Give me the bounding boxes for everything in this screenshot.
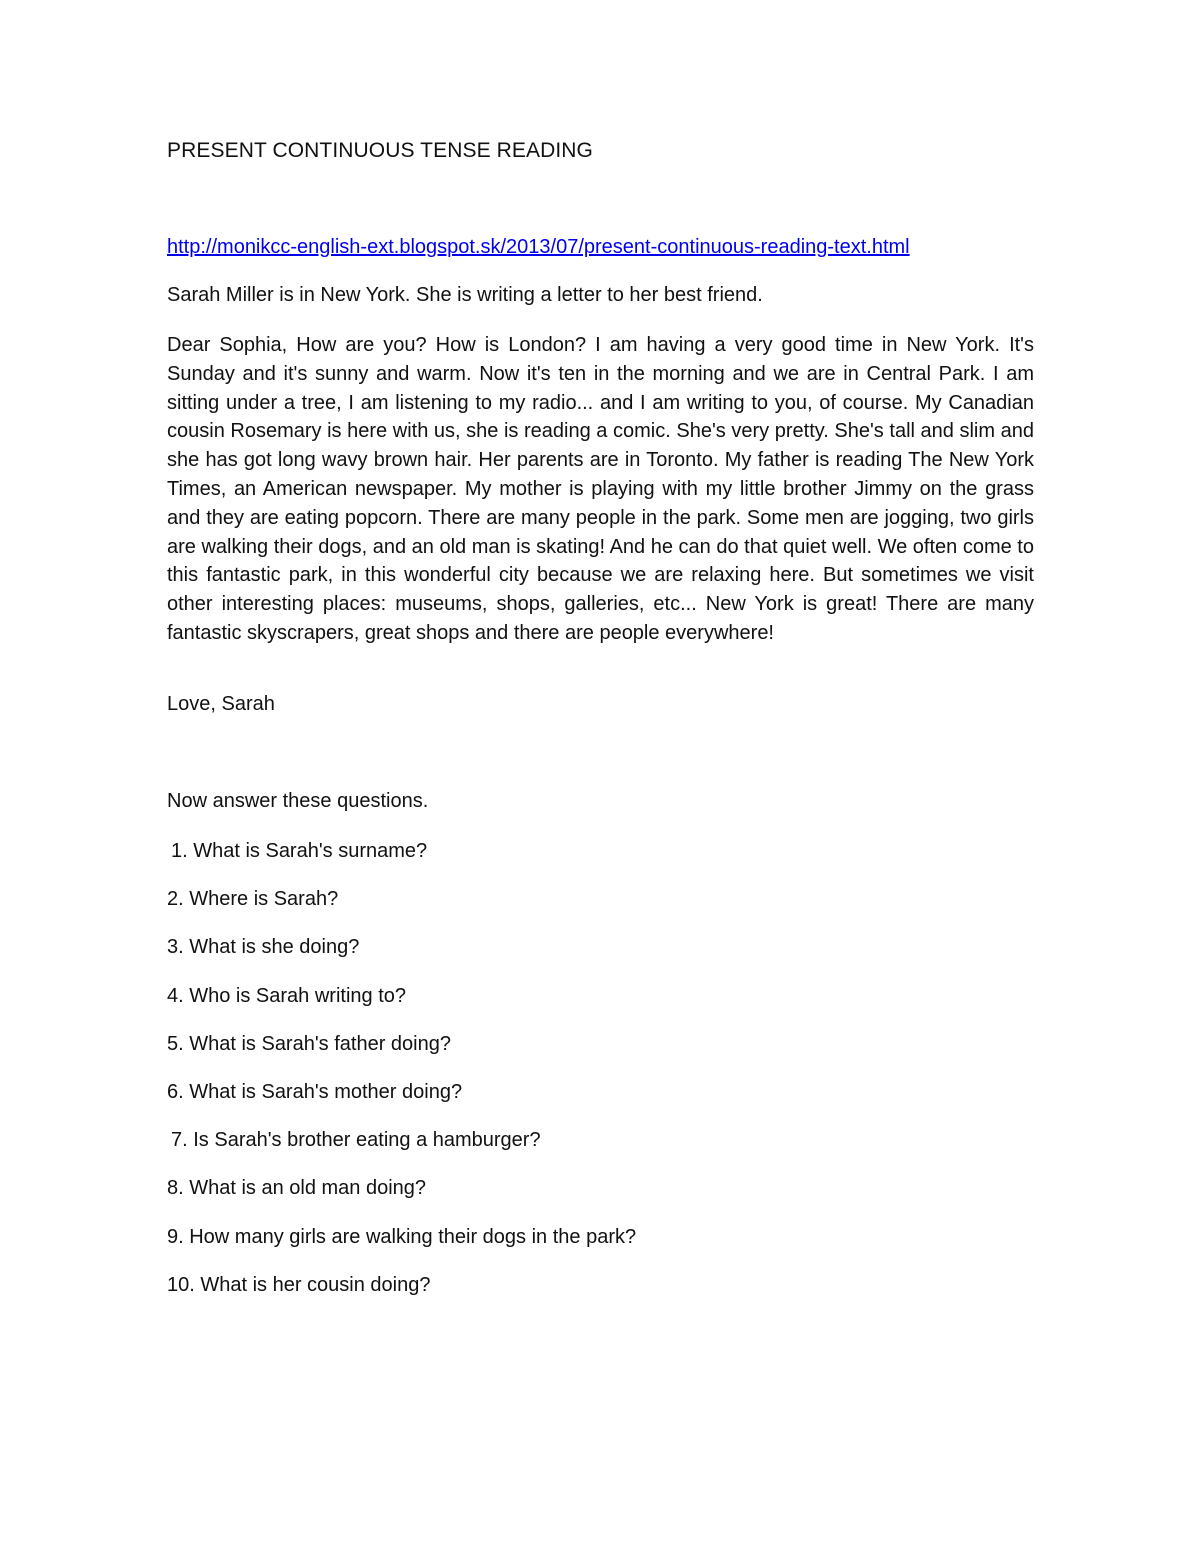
intro-text: Sarah Miller is in New York. She is writing a letter to her best friend.: [167, 284, 763, 306]
questions-prompt: Now answer these questions.: [167, 790, 429, 812]
question-item: 5. What is Sarah's father doing?: [167, 1032, 451, 1055]
question-item: 4. Who is Sarah writing to?: [167, 984, 406, 1007]
source-link[interactable]: http://monikcc-english-ext.blogspot.sk/2013/07/present-continuous-reading-text.html: [167, 236, 910, 258]
document-title: PRESENT CONTINUOUS TENSE READING: [167, 139, 593, 162]
question-item: 10. What is her cousin doing?: [167, 1273, 431, 1296]
letter-body: Dear Sophia, How are you? How is London? I am having a very good time in New York. It's Sunday and it's sunny and warm. Now it's ten in the morning and we are in Central Park. I am sitting under a tree, I am listening to my radio... and I am writing to you, of course. My Canadian cousin Rosemary is here with us, she is reading a comic. She's very pretty. She's tall and slim and she has got long wavy brown hair. Her parents are in Toronto. My father is reading The New York Times, an American newspaper. My mother is playing with my little brother Jimmy on the grass and they are eating popcorn. There are many people in the park. Some men are jogging, two girls are walking their dogs, and an old man is skating! And he can do that quiet well. We often come to this fantastic park, in this wonderful city because we are relaxing here. But sometimes we visit other interesting places: museums, shops, galleries, etc... New York is great! There are many fantastic skyscrapers, great shops and there are people everywhere!: [167, 334, 1034, 644]
question-item: 3. What is she doing?: [167, 936, 360, 959]
questions-list: [167, 838, 636, 1320]
question-item: 6. What is Sarah's mother doing?: [167, 1080, 463, 1103]
question-item: 7. Is Sarah's brother eating a hamburger?: [171, 1129, 541, 1152]
question-item: 1. What is Sarah's surname?: [171, 840, 428, 862]
question-item: 2. Where is Sarah?: [167, 888, 339, 911]
question-item: 9. How many girls are walking their dogs in the park?: [167, 1225, 637, 1248]
question-item: 8. What is an old man doing?: [167, 1177, 427, 1200]
letter-signoff: Love, Sarah: [167, 693, 275, 715]
